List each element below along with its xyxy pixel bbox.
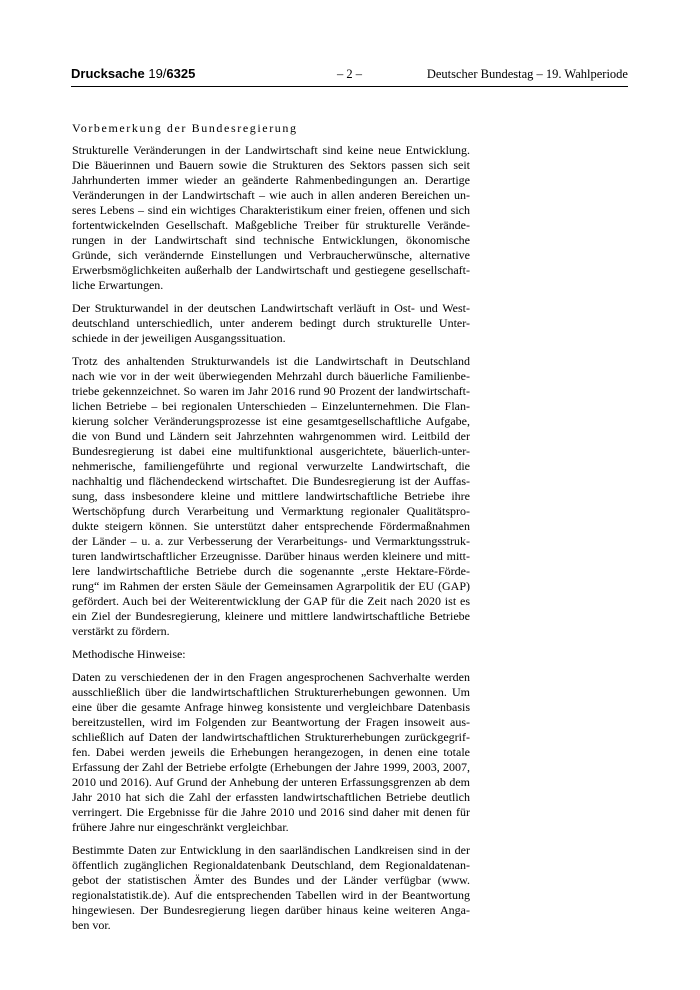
paragraph	[72, 143, 470, 293]
text-line: sung, dass insbesondere kleine und mittlere landwirtschaftliche Betriebe ihre	[72, 489, 470, 503]
text-line: liche Erwartungen.	[72, 278, 164, 292]
text-line: die von Bund und Ländern seit Jahrzehnten wahrgenommen wird. Leitbild der	[72, 429, 470, 443]
drucksache-number-prefix: 19/	[148, 66, 167, 81]
text-line: lere landwirtschaftliche Betriebe durch die sogenannte „erste Hektare-Förde-	[72, 564, 470, 578]
paragraph	[72, 843, 470, 933]
text-line: hingewiesen. Der Bundesregierung liegen darüber hinaus keine weiteren Anga-	[72, 903, 470, 917]
text-line: nach wie vor in der weit überwiegenden Mehrzahl durch bäuerliche Familienbe-	[72, 369, 470, 383]
section-heading: Vorbemerkung der Bundesregierung	[72, 121, 298, 135]
text-line: deutschland unterschiedlich, unter anderem bedingt durch strukturelle Unter-	[72, 316, 470, 330]
text-line: rungen in der Landwirtschaft sind technische Entwicklungen, ökonomische	[72, 233, 470, 247]
text-line: nehmerische, familiengeführte und regional verwurzelte Landwirtschaft, die	[72, 459, 470, 473]
text-line: regionalstatistik.de). Auf die entsprechenden Tabellen wird in der Beantwortung	[72, 888, 470, 902]
text-line: Erfassung der Zahl der Betriebe erfolgte (Erhebungen der Jahre 1999, 2003, 2007,	[72, 760, 470, 774]
text-line: Der Strukturwandel in der deutschen Landwirtschaft verläuft in Ost- und West-	[72, 301, 470, 315]
text-line: ausschließlich über die landwirtschaftlichen Strukturerhebungen gewonnen. Um	[72, 685, 470, 699]
text-line: rung“ im Rahmen der ersten Säule der Gemeinsamen Agrarpolitik der EU (GAP)	[72, 579, 470, 593]
text-line: gebot der statistischen Ämter des Bundes und der Länder verfügbar (www.	[72, 873, 470, 887]
drucksache-number: 6325	[166, 66, 196, 81]
text-line: bereitzustellen, wird im Folgenden zur Beantwortung der Fragen insoweit aus-	[72, 715, 470, 729]
paragraph	[72, 354, 470, 639]
text-line: Die Bäuerinnen und Bauern sowie die Strukturen des Sektors passen sich seit	[72, 158, 470, 172]
text-line: gefördert. Auch bei der Weiterentwicklung der GAP für die Zeit nach 2020 ist es	[72, 594, 470, 608]
text-line: nachhaltig und flächendeckend wirtschaftet. Die Bundesregierung ist der Auffas-	[72, 474, 470, 488]
text-line: Veränderungen in der Landwirtschaft – wie auch in allen anderen Bereichen un-	[72, 188, 470, 202]
text-line: fortentwickelnden Gesellschaft. Maßgebliche Treiber für strukturelle Verände-	[72, 218, 470, 232]
text-line: eine über die gesamte Anfrage hinweg konsistente und vergleichbare Datenbasis	[72, 700, 470, 714]
text-line: Trotz des anhaltenden Strukturwandels ist die Landwirtschaft in Deutschland	[72, 354, 470, 368]
text-line: seres Lebens – sind ein wichtiges Charakteristikum einer freien, offenen und sich	[72, 203, 470, 217]
text-line: Daten zu verschiedenen der in den Fragen angesprochenen Sachverhalte werden	[72, 670, 470, 684]
text-line: triebe gekennzeichnet. So waren im Jahr 2016 rund 90 Prozent der landwirtschaft-	[72, 384, 470, 398]
text-line: dukte steigern können. Sie unterstützt daher entsprechende Fördermaßnahmen	[72, 519, 470, 533]
text-line: der Länder – u. a. zur Verbesserung der Verarbeitungs- und Vermarktungsstruk-	[72, 534, 470, 548]
paragraph	[72, 647, 470, 662]
text-line: Jahr 2010 hat sich die Zahl der erfassten landwirtschaftlichen Betriebe deutlich	[72, 790, 470, 804]
page-header	[71, 66, 628, 87]
text-line: verstärkt zu fördern.	[72, 624, 170, 638]
text-line: öffentlich zugänglichen Regionaldatenbank Deutschland, dem Regionaldatenan-	[72, 858, 470, 872]
text-line: Erwerbsmöglichkeiten außerhalb der Landwirtschaft und gestiegene gesellschaft-	[72, 263, 470, 277]
text-line: Wertschöpfung durch Verarbeitung und Vermarktung regionaler Qualitätspro-	[72, 504, 470, 518]
text-line: turen landwirtschaftlicher Erzeugnisse. Darüber hinaus werden kleinere und mitt-	[72, 549, 470, 563]
text-line: lichen Betriebe – bei regionalen Unterschieden – Einzelunternehmen. Die Flan-	[72, 399, 470, 413]
paragraph	[72, 301, 470, 346]
text-line: Gründe, sich verändernde Einstellungen und Verbraucherwünsche, alternative	[72, 248, 470, 262]
text-line: Strukturelle Veränderungen in der Landwirtschaft sind keine neue Entwicklung.	[72, 143, 470, 157]
text-line: Methodische Hinweise:	[72, 647, 186, 661]
text-line: fen. Dabei werden jeweils die Erhebungen herangezogen, in denen eine totale	[72, 745, 470, 759]
text-line: kierung solcher Veränderungsprozesse ist eine gesamtgesellschaftliche Aufgabe,	[72, 414, 470, 428]
text-line: schließlich auf Daten der landwirtschaftlichen Strukturerhebungen zurückgegrif-	[72, 730, 470, 744]
text-line: verringert. Die Ergebnisse für die Jahre 2010 und 2016 sind daher mit denen für	[72, 805, 470, 819]
text-line: ein Ziel der Bundesregierung, kleinere und mittlere landwirtschaftliche Betriebe	[72, 609, 470, 623]
document-body	[72, 121, 470, 941]
paragraph	[72, 670, 470, 835]
text-line: ben vor.	[72, 918, 111, 932]
text-line: frühere Jahre nur eingeschränkt vergleichbar.	[72, 820, 289, 834]
text-line: Jahrhunderten immer wieder an geänderte Rahmenbedingungen an. Derartige	[72, 173, 470, 187]
publisher-label: Deutscher Bundestag – 19. Wahlperiode	[426, 67, 628, 81]
drucksache-label: Drucksache	[71, 66, 145, 81]
text-line: Bundesregierung ist dabei eine multifunktional ausgerichtete, bäuerlich-unter-	[72, 444, 470, 458]
text-line: 2010 und 2016). Auf Grund der Anhebung der unteren Erfassungsgrenzen ab dem	[72, 775, 470, 789]
text-line: Bestimmte Daten zur Entwicklung in den saarländischen Landkreisen sind in der	[72, 843, 470, 857]
page-number: – 2 –	[337, 67, 362, 81]
text-line: schiede in der jeweiligen Ausgangssituation.	[72, 331, 286, 345]
